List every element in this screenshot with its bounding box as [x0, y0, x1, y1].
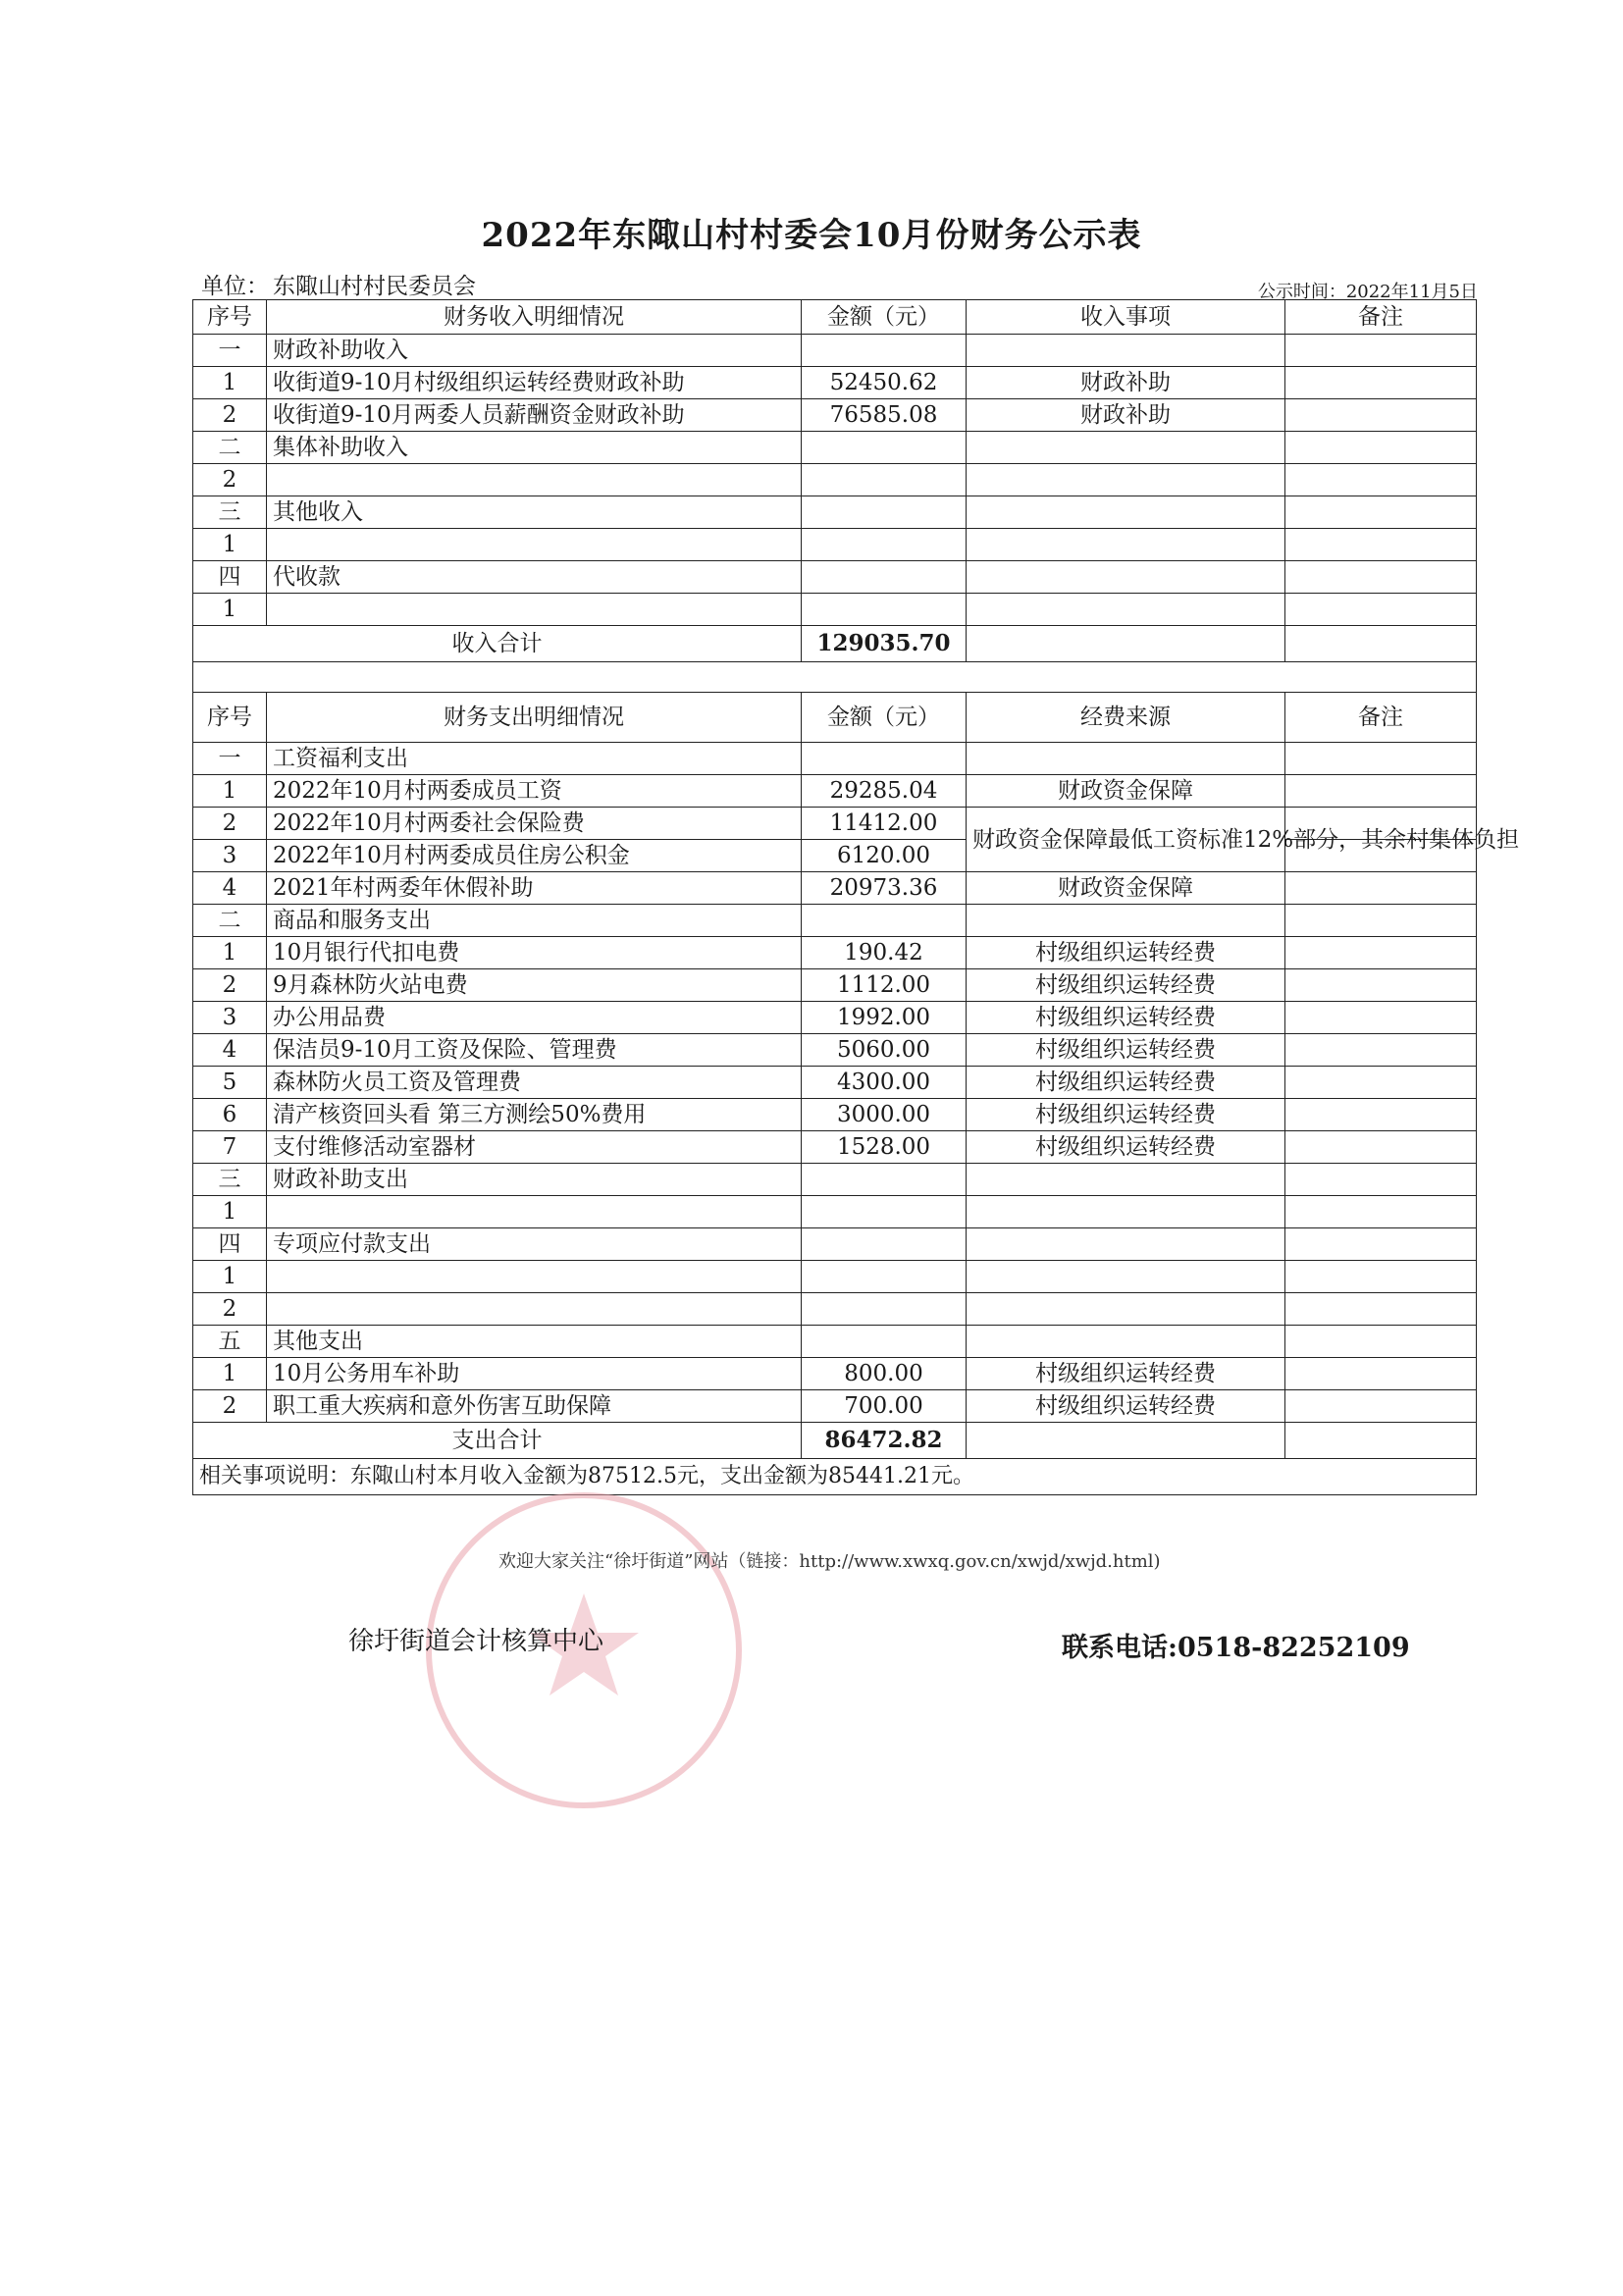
row-remark	[1285, 496, 1477, 529]
row-description: 收街道9-10月村级组织运转经费财政补助	[267, 367, 802, 399]
row-remark	[1285, 1326, 1477, 1358]
row-remark	[1285, 1099, 1477, 1131]
column-header: 备注	[1285, 693, 1477, 743]
row-description: 10月公务用车补助	[267, 1358, 802, 1390]
row-income-item	[967, 529, 1285, 561]
row-description	[267, 594, 802, 626]
row-funding-source: 财政资金保障	[967, 775, 1285, 808]
row-amount	[802, 1228, 967, 1261]
row-funding-source: 村级组织运转经费	[967, 1002, 1285, 1034]
row-description	[267, 529, 802, 561]
row-amount: 3000.00	[802, 1099, 967, 1131]
row-funding-source-merged: 财政资金保障最低工资标准12%部分，其余村集体负担	[967, 808, 1285, 872]
row-funding-source	[967, 905, 1285, 937]
row-description: 2021年村两委年休假补助	[267, 872, 802, 905]
row-income-item: 财政补助	[967, 399, 1285, 432]
row-description: 商品和服务支出	[267, 905, 802, 937]
income-category-row	[193, 496, 1477, 529]
row-remark	[1285, 905, 1477, 937]
row-funding-source: 村级组织运转经费	[967, 969, 1285, 1002]
row-description: 工资福利支出	[267, 743, 802, 775]
expense-row	[193, 872, 1477, 905]
table-cell	[967, 626, 1285, 662]
row-description: 支付维修活动室器材	[267, 1131, 802, 1164]
note-text: 相关事项说明：东陬山村本月收入金额为87512.5元，支出金额为85441.21元。	[193, 1459, 1477, 1495]
row-remark	[1285, 1002, 1477, 1034]
row-description: 财政补助支出	[267, 1164, 802, 1196]
row-remark	[1285, 399, 1477, 432]
row-remark	[1285, 872, 1477, 905]
row-description: 清产核资回头看 第三方测绘50%费用	[267, 1099, 802, 1131]
expense-row	[193, 1002, 1477, 1034]
income-total-row	[193, 626, 1477, 662]
row-amount: 190.42	[802, 937, 967, 969]
expense-category-row	[193, 1164, 1477, 1196]
row-description: 职工重大疾病和意外伤害互助保障	[267, 1390, 802, 1423]
table-cell	[1285, 626, 1477, 662]
row-description: 2022年10月村两委成员工资	[267, 775, 802, 808]
row-seq: 1	[193, 937, 267, 969]
income-category-row	[193, 335, 1477, 367]
row-amount	[802, 1326, 967, 1358]
column-header: 经费来源	[967, 693, 1285, 743]
row-description	[267, 464, 802, 496]
row-funding-source	[967, 1326, 1285, 1358]
table-cell	[1285, 1423, 1477, 1459]
finance-table	[192, 299, 1520, 1495]
row-seq: 2	[193, 464, 267, 496]
expense-total-value: 86472.82	[802, 1423, 967, 1459]
row-seq: 二	[193, 432, 267, 464]
row-remark	[1285, 1390, 1477, 1423]
row-seq: 二	[193, 905, 267, 937]
row-amount: 52450.62	[802, 367, 967, 399]
expense-row	[193, 937, 1477, 969]
row-seq: 三	[193, 1164, 267, 1196]
row-amount: 1992.00	[802, 1002, 967, 1034]
income-row	[193, 594, 1477, 626]
publish-time: 公示时间：2022年11月5日	[1257, 282, 1478, 302]
expense-row	[193, 808, 1477, 840]
row-amount: 29285.04	[802, 775, 967, 808]
row-remark	[1285, 561, 1477, 594]
row-description: 其他支出	[267, 1326, 802, 1358]
accounting-center: 徐圩街道会计核算中心	[348, 1627, 604, 1656]
unit-line	[201, 268, 476, 300]
row-amount	[802, 335, 967, 367]
expense-row	[193, 1099, 1477, 1131]
website-notice: 欢迎大家关注“徐圩街道”网站（链接：http://www.xwxq.gov.cn/xwjd/xwjd.html)	[498, 1551, 1161, 1572]
row-seq: 7	[193, 1131, 267, 1164]
row-funding-source	[967, 1293, 1285, 1326]
column-header: 序号	[193, 300, 267, 335]
row-description	[267, 1293, 802, 1326]
expense-category-row	[193, 1228, 1477, 1261]
row-remark	[1285, 464, 1477, 496]
row-seq: 4	[193, 872, 267, 905]
row-amount: 800.00	[802, 1358, 967, 1390]
row-remark	[1285, 335, 1477, 367]
row-funding-source: 村级组织运转经费	[967, 1131, 1285, 1164]
income-total-label: 收入合计	[193, 626, 802, 662]
spacer-row	[193, 662, 1477, 693]
row-seq: 1	[193, 1196, 267, 1228]
row-amount: 700.00	[802, 1390, 967, 1423]
income-row	[193, 367, 1477, 399]
row-remark	[1285, 937, 1477, 969]
note-row	[193, 1459, 1477, 1495]
row-income-item	[967, 432, 1285, 464]
column-header: 金额（元）	[802, 693, 967, 743]
row-seq: 三	[193, 496, 267, 529]
row-seq: 2	[193, 808, 267, 840]
row-funding-source	[967, 1196, 1285, 1228]
row-amount	[802, 1261, 967, 1293]
row-amount: 6120.00	[802, 840, 967, 872]
row-funding-source	[967, 1164, 1285, 1196]
row-remark	[1285, 1261, 1477, 1293]
income-row	[193, 529, 1477, 561]
row-amount: 20973.36	[802, 872, 967, 905]
row-amount	[802, 594, 967, 626]
row-description: 集体补助收入	[267, 432, 802, 464]
row-seq: 2	[193, 1390, 267, 1423]
row-seq: 1	[193, 1358, 267, 1390]
income-row	[193, 399, 1477, 432]
row-description: 代收款	[267, 561, 802, 594]
row-funding-source: 村级组织运转经费	[967, 1034, 1285, 1067]
row-remark	[1285, 529, 1477, 561]
row-amount	[802, 1293, 967, 1326]
expense-row	[193, 1131, 1477, 1164]
row-description: 办公用品费	[267, 1002, 802, 1034]
row-remark	[1285, 1034, 1477, 1067]
row-seq: 1	[193, 775, 267, 808]
row-description: 9月森林防火站电费	[267, 969, 802, 1002]
expense-total-label: 支出合计	[193, 1423, 802, 1459]
row-remark	[1285, 432, 1477, 464]
expense-category-row	[193, 905, 1477, 937]
row-income-item	[967, 496, 1285, 529]
row-remark	[1285, 1067, 1477, 1099]
row-description	[267, 1196, 802, 1228]
expense-row	[193, 775, 1477, 808]
row-amount	[802, 1164, 967, 1196]
expense-row	[193, 1034, 1477, 1067]
row-remark	[1285, 969, 1477, 1002]
expense-row	[193, 1293, 1477, 1326]
row-description: 2022年10月村两委社会保险费	[267, 808, 802, 840]
expense-total-row	[193, 1423, 1477, 1459]
row-seq: 2	[193, 969, 267, 1002]
row-remark	[1285, 367, 1477, 399]
row-description: 财政补助收入	[267, 335, 802, 367]
row-description: 10月银行代扣电费	[267, 937, 802, 969]
expense-row	[193, 969, 1477, 1002]
row-seq: 3	[193, 1002, 267, 1034]
row-amount: 4300.00	[802, 1067, 967, 1099]
row-amount	[802, 561, 967, 594]
income-row	[193, 464, 1477, 496]
row-remark	[1285, 743, 1477, 775]
row-funding-source	[967, 743, 1285, 775]
unit-label: 单位：	[201, 274, 269, 299]
unit-value: 东陬山村村民委员会	[273, 274, 476, 299]
expense-category-row	[193, 1326, 1477, 1358]
expense-category-row	[193, 743, 1477, 775]
row-description: 森林防火员工资及管理费	[267, 1067, 802, 1099]
row-seq: 1	[193, 529, 267, 561]
row-amount: 1112.00	[802, 969, 967, 1002]
row-remark	[1285, 1228, 1477, 1261]
row-seq: 1	[193, 1261, 267, 1293]
row-seq: 四	[193, 561, 267, 594]
row-seq: 1	[193, 367, 267, 399]
table-cell	[193, 662, 1477, 693]
expense-header-row	[193, 693, 1477, 743]
row-remark	[1285, 1293, 1477, 1326]
row-remark	[1285, 594, 1477, 626]
row-funding-source: 村级组织运转经费	[967, 1099, 1285, 1131]
column-header: 收入事项	[967, 300, 1285, 335]
row-seq: 6	[193, 1099, 267, 1131]
row-amount	[802, 1196, 967, 1228]
row-seq: 2	[193, 399, 267, 432]
row-amount	[802, 905, 967, 937]
expense-row	[193, 1067, 1477, 1099]
row-amount: 76585.08	[802, 399, 967, 432]
expense-row	[193, 1358, 1477, 1390]
row-amount: 11412.00	[802, 808, 967, 840]
row-funding-source	[967, 1228, 1285, 1261]
row-seq: 5	[193, 1067, 267, 1099]
row-income-item	[967, 464, 1285, 496]
row-income-item: 财政补助	[967, 367, 1285, 399]
row-funding-source: 村级组织运转经费	[967, 1067, 1285, 1099]
expense-row	[193, 1261, 1477, 1293]
contact-phone: 联系电话:0518-82252109	[1062, 1633, 1410, 1663]
row-seq: 四	[193, 1228, 267, 1261]
row-income-item	[967, 335, 1285, 367]
row-amount	[802, 432, 967, 464]
row-funding-source	[967, 1261, 1285, 1293]
row-description	[267, 1261, 802, 1293]
income-category-row	[193, 432, 1477, 464]
row-amount	[802, 496, 967, 529]
column-header: 序号	[193, 693, 267, 743]
row-seq: 五	[193, 1326, 267, 1358]
expense-row	[193, 1390, 1477, 1423]
row-seq: 4	[193, 1034, 267, 1067]
row-amount: 1528.00	[802, 1131, 967, 1164]
income-total-value: 129035.70	[802, 626, 967, 662]
row-amount	[802, 743, 967, 775]
row-income-item	[967, 594, 1285, 626]
column-header: 财务支出明细情况	[267, 693, 802, 743]
column-header: 财务收入明细情况	[267, 300, 802, 335]
row-remark	[1285, 1164, 1477, 1196]
row-description: 专项应付款支出	[267, 1228, 802, 1261]
row-remark	[1285, 1196, 1477, 1228]
row-seq: 2	[193, 1293, 267, 1326]
row-amount	[802, 529, 967, 561]
row-seq: 1	[193, 594, 267, 626]
column-header: 备注	[1285, 300, 1477, 335]
income-header-row	[193, 300, 1477, 335]
table-cell	[967, 1423, 1285, 1459]
income-category-row	[193, 561, 1477, 594]
row-funding-source: 村级组织运转经费	[967, 937, 1285, 969]
row-description: 收街道9-10月两委人员薪酬资金财政补助	[267, 399, 802, 432]
row-funding-source: 财政资金保障	[967, 872, 1285, 905]
expense-row	[193, 1196, 1477, 1228]
column-header: 金额（元）	[802, 300, 967, 335]
row-seq: 3	[193, 840, 267, 872]
row-remark	[1285, 1358, 1477, 1390]
row-funding-source: 村级组织运转经费	[967, 1358, 1285, 1390]
row-seq: 一	[193, 335, 267, 367]
page-title: 2022年东陬山村村委会10月份财务公示表	[481, 216, 1142, 255]
row-amount: 5060.00	[802, 1034, 967, 1067]
row-description: 保洁员9-10月工资及保险、管理费	[267, 1034, 802, 1067]
row-description: 2022年10月村两委成员住房公积金	[267, 840, 802, 872]
row-description: 其他收入	[267, 496, 802, 529]
row-seq: 一	[193, 743, 267, 775]
row-remark	[1285, 775, 1477, 808]
row-income-item	[967, 561, 1285, 594]
row-funding-source: 村级组织运转经费	[967, 1390, 1285, 1423]
row-amount	[802, 464, 967, 496]
row-remark	[1285, 1131, 1477, 1164]
